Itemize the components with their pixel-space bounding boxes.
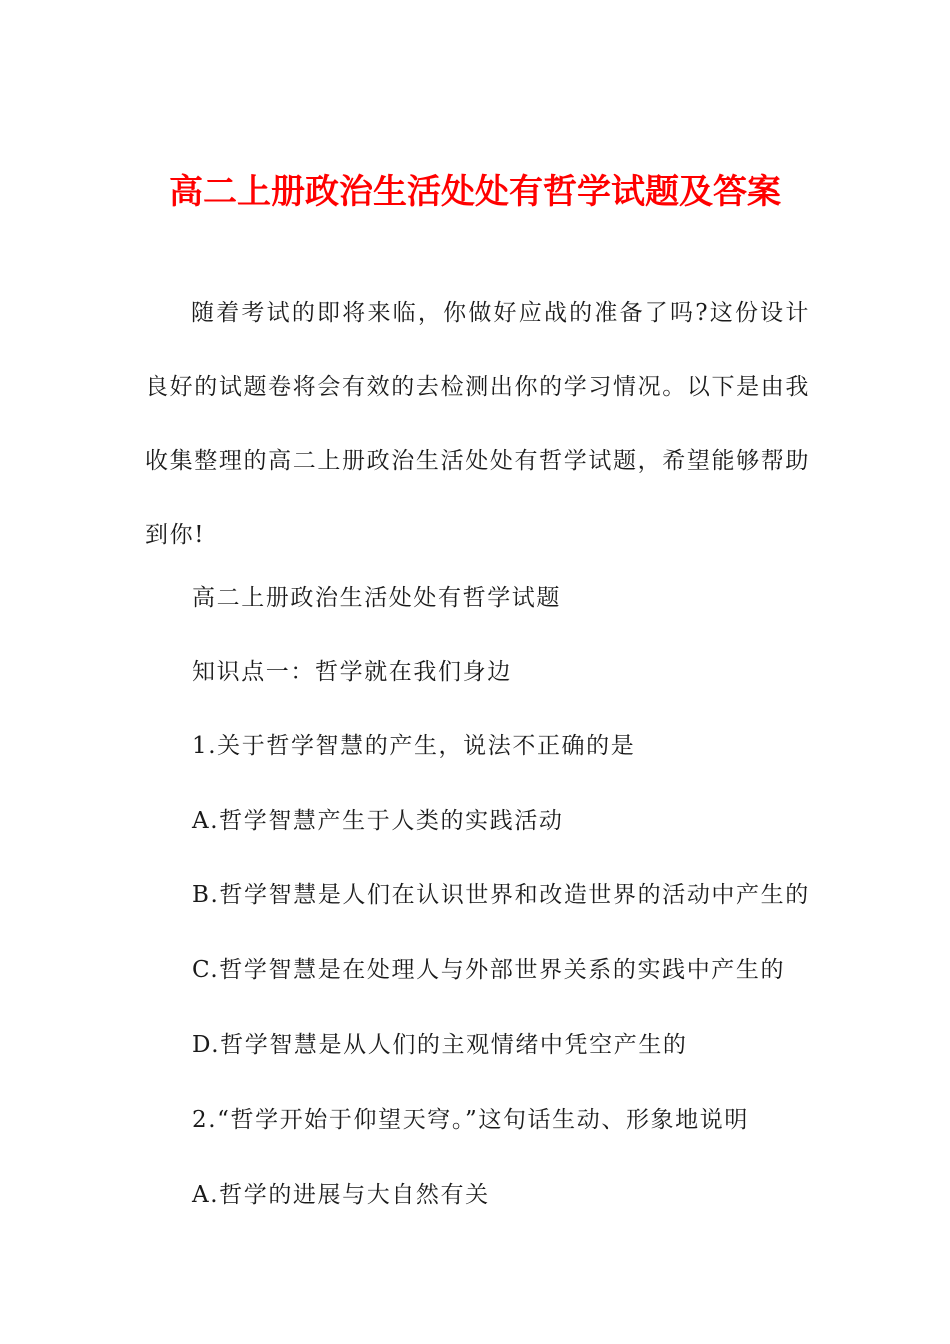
knowledge-point-heading: 知识点一：哲学就在我们身边 [192, 659, 512, 685]
question-1-option-c: C.哲学智慧是在处理人与外部世界关系的实践中产生的 [192, 957, 786, 983]
question-1-option-b: B.哲学智慧是人们在认识世界和改造世界的活动中产生的 [192, 882, 810, 908]
question-2-option-a: A.哲学的进展与大自然有关 [192, 1182, 490, 1208]
question-1-option-d: D.哲学智慧是从人们的主观情绪中凭空产生的 [192, 1032, 688, 1058]
section-heading: 高二上册政治生活处处有哲学试题 [192, 585, 561, 611]
intro-paragraph: 随着考试的即将来临，你做好应战的准备了吗?这份设计良好的试题卷将会有效的去检测出你的学习情况。以下是由我收集整理的高二上册政治生活处处有哲学试题，希望能够帮助到你! [145, 300, 810, 548]
question-2-stem: 2.“哲学开始于仰望天穹。”这句话生动、形象地说明 [192, 1107, 749, 1133]
document-title: 高二上册政治生活处处有哲学试题及答案 [169, 171, 781, 212]
question-1-stem: 1.关于哲学智慧的产生，说法不正确的是 [192, 733, 636, 759]
question-1-option-a: A.哲学智慧产生于人类的实践活动 [192, 808, 564, 834]
